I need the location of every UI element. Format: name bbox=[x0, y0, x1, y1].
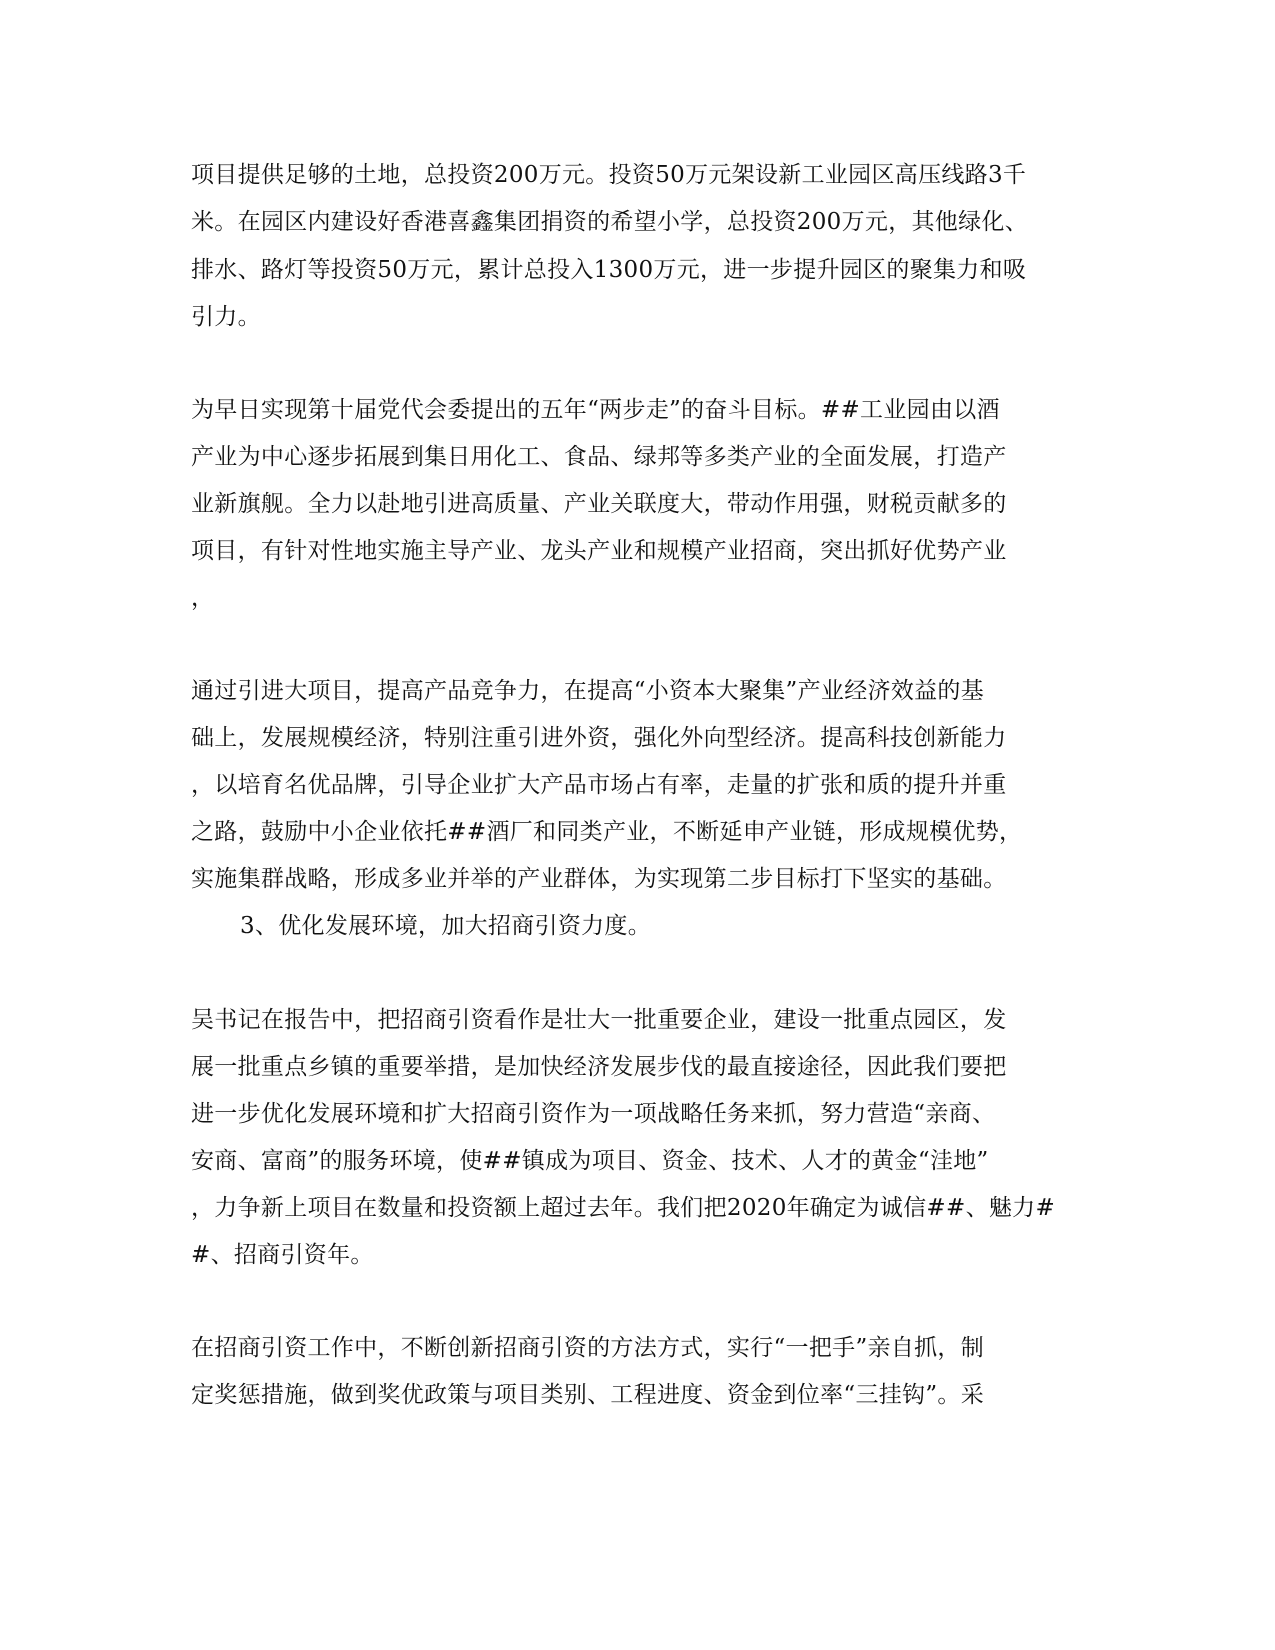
paragraph-line: 实施集群战略，形成多业并举的产业群体，为实现第二步目标打下坚实的基础。 bbox=[191, 866, 1007, 892]
paragraph-line: 排水、路灯等投资50万元，累计总投入1300万元，进一步提升园区的聚集力和吸 bbox=[191, 257, 1027, 283]
paragraph-line: 为早日实现第十届党代会委提出的五年“两步走”的奋斗目标。##工业园由以酒 bbox=[191, 397, 1000, 423]
paragraph-line: 础上，发展规模经济，特别注重引进外资，强化外向型经济。提高科技创新能力 bbox=[191, 725, 1007, 751]
paragraph-line: 产业为中心逐步拓展到集日用化工、食品、绿邦等多类产业的全面发展，打造产 bbox=[191, 444, 1007, 470]
paragraph-line: 展一批重点乡镇的重要举措，是加快经济发展步伐的最直接途径，因此我们要把 bbox=[191, 1054, 1007, 1080]
paragraph-line: 进一步优化发展环境和扩大招商引资作为一项战略任务来抓，努力营造“亲商、 bbox=[191, 1101, 996, 1127]
paragraph-line: #、招商引资年。 bbox=[191, 1242, 374, 1268]
paragraph-line: 项目，有针对性地实施主导产业、龙头产业和规模产业招商，突出抓好优势产业 bbox=[191, 538, 1007, 564]
paragraph-line: 吴书记在报告中，把招商引资看作是壮大一批重要企业，建设一批重点园区，发 bbox=[191, 1007, 1007, 1033]
paragraph-line: 在招商引资工作中，不断创新招商引资的方法方式，实行“一把手”亲自抓，制 bbox=[191, 1335, 985, 1361]
paragraph-line: ，力争新上项目在数量和投资额上超过去年。我们把2020年确定为诚信##、魅力# bbox=[191, 1195, 1056, 1221]
section-heading: 3、优化发展环境，加大招商引资力度。 bbox=[240, 913, 652, 939]
paragraph-line: 业新旗舰。全力以赴地引进高质量、产业关联度大，带动作用强，财税贡献多的 bbox=[191, 491, 1007, 517]
paragraph-line: 之路，鼓励中小企业依托##酒厂和同类产业，不断延申产业链，形成规模优势， bbox=[191, 819, 1023, 845]
paragraph-line: 安商、富商”的服务环境，使##镇成为项目、资金、技术、人才的黄金“洼地” bbox=[191, 1148, 989, 1174]
paragraph-line: 米。在园区内建设好香港喜鑫集团捐资的希望小学，总投资200万元，其他绿化、 bbox=[191, 209, 1028, 235]
paragraph-line: 通过引进大项目，提高产品竞争力，在提高“小资本大聚集”产业经济效益的基 bbox=[191, 678, 985, 704]
paragraph-line: 定奖惩措施，做到奖优政策与项目类别、工程进度、资金到位率“三挂钩”。采 bbox=[191, 1382, 985, 1408]
paragraph-line: ，以培育名优品牌，引导企业扩大产品市场占有率，走量的扩张和质的提升并重 bbox=[191, 772, 1007, 798]
paragraph-line: 引力。 bbox=[191, 304, 261, 330]
paragraph-line: ， bbox=[191, 585, 215, 611]
paragraph-line: 项目提供足够的土地，总投资200万元。投资50万元架设新工业园区高压线路3千 bbox=[191, 162, 1027, 188]
